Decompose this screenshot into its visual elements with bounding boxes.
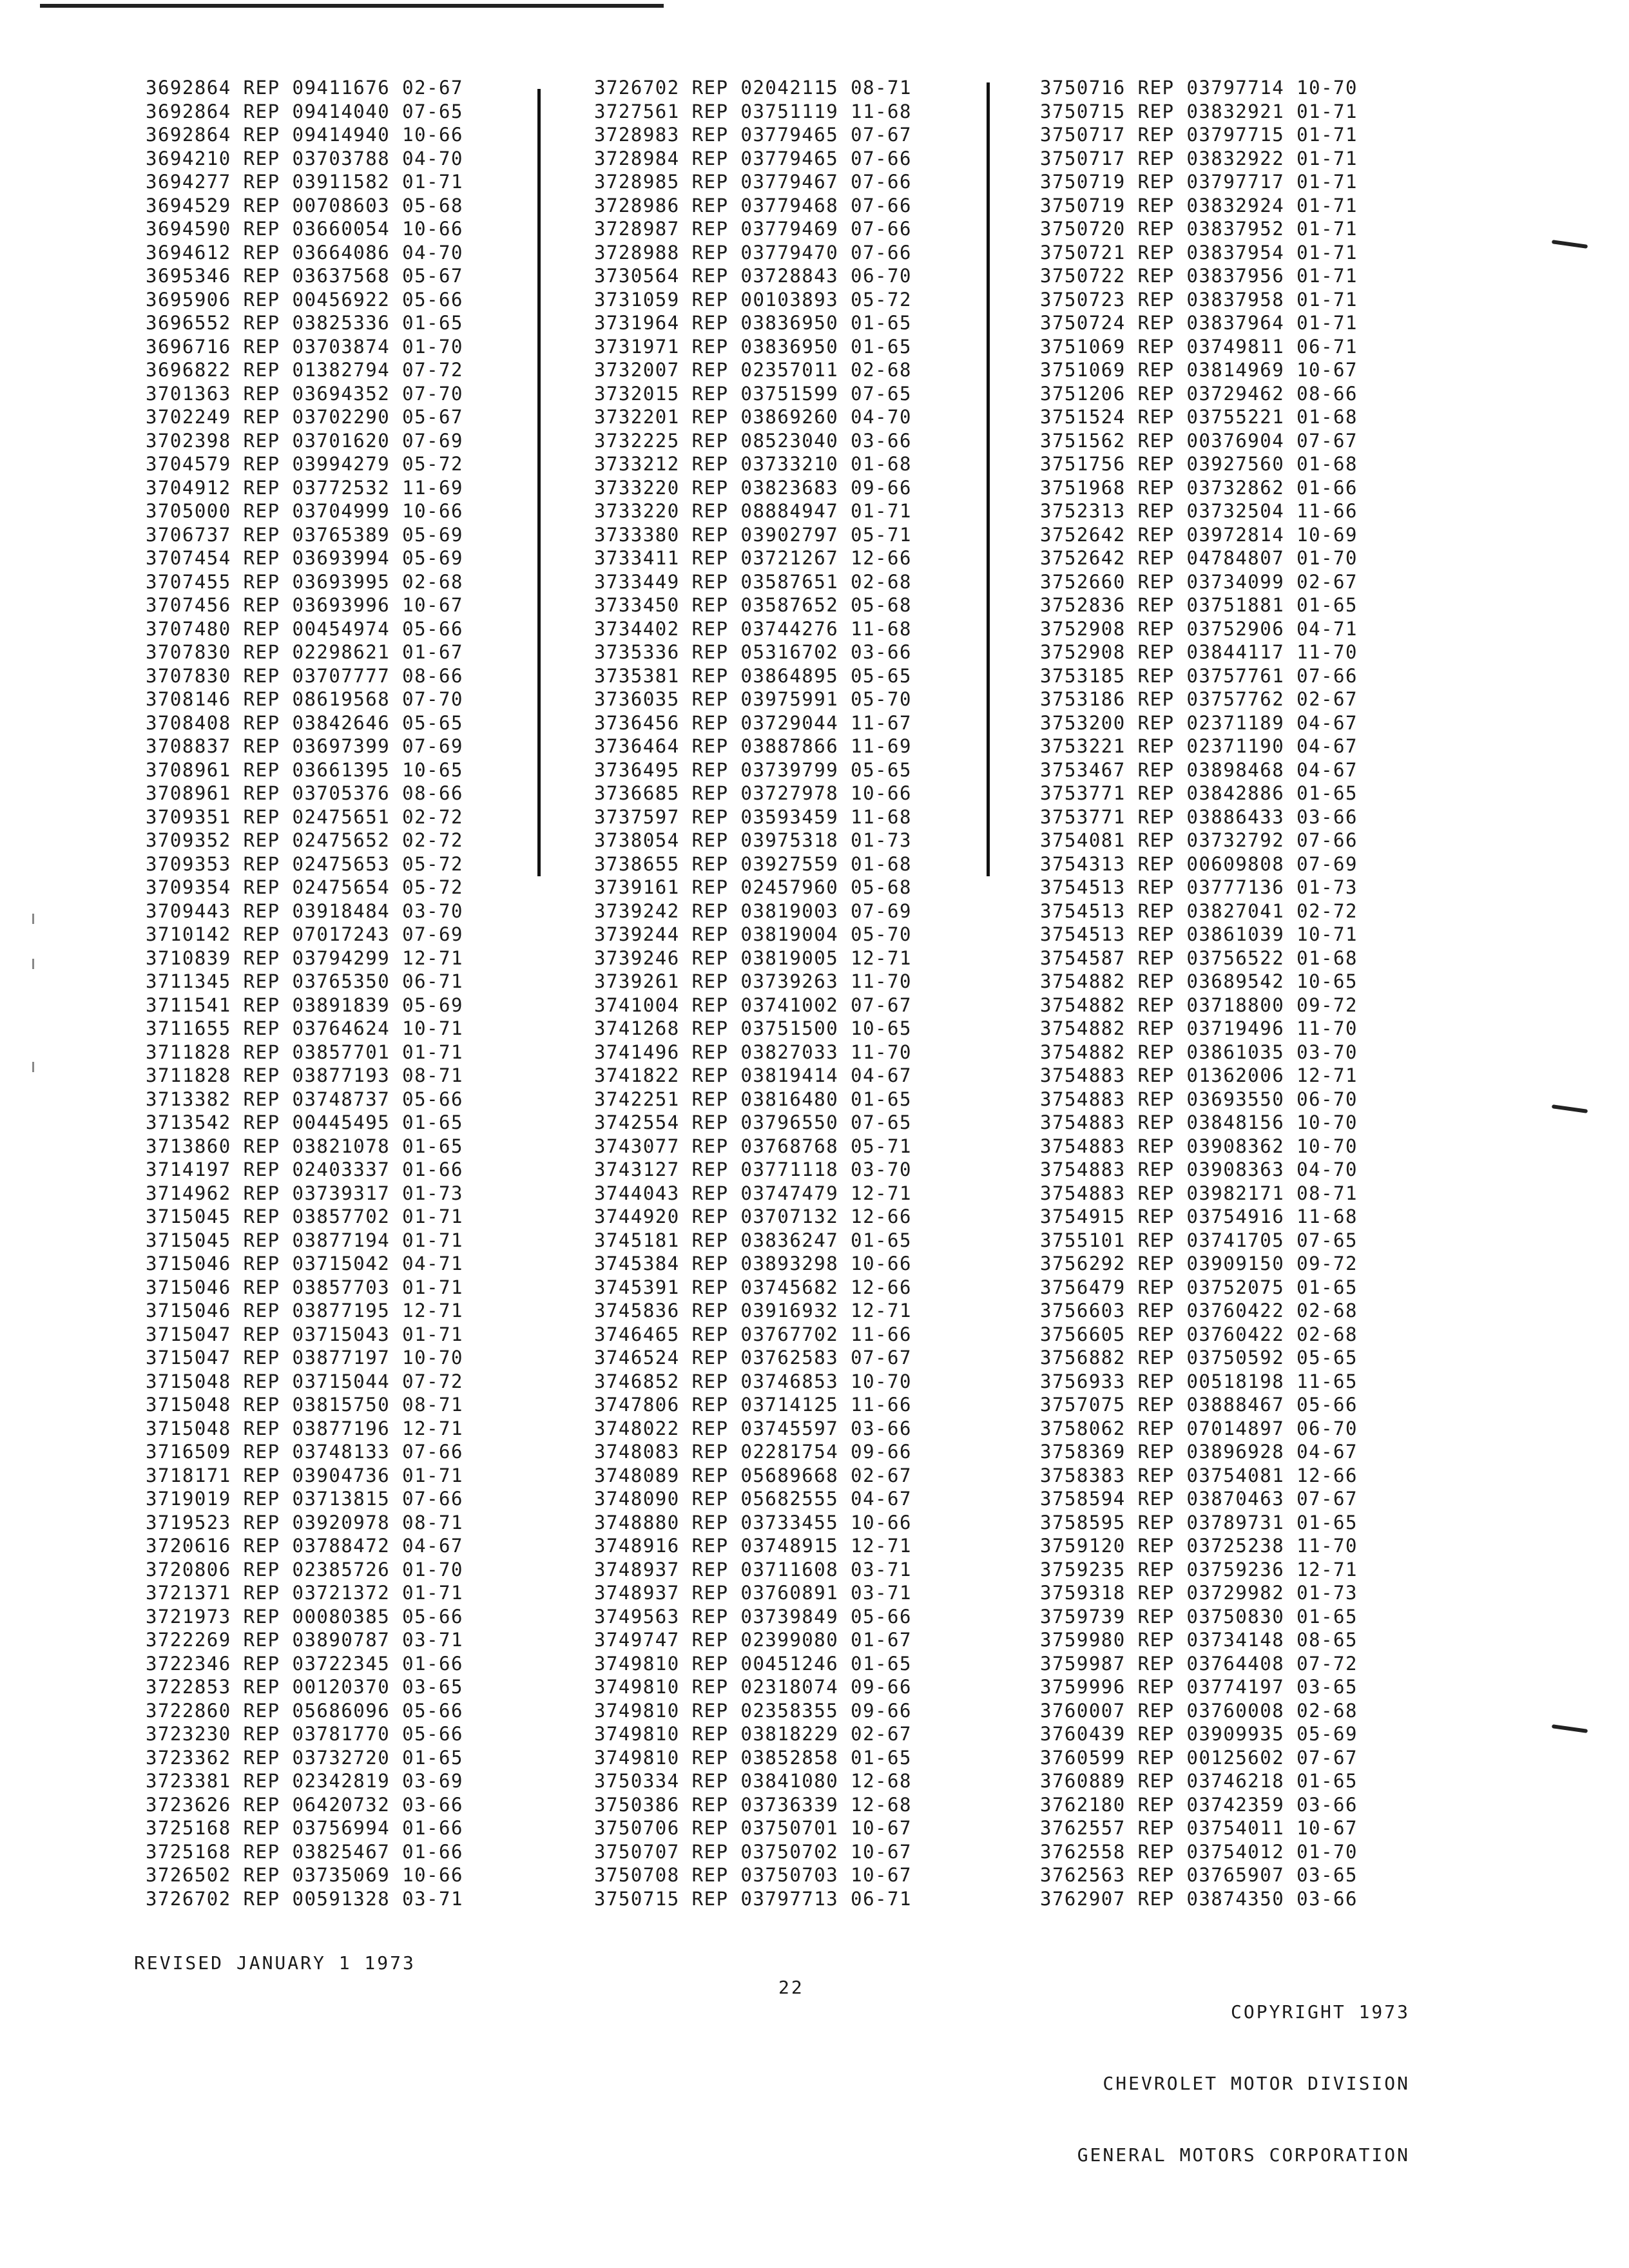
part-entry: 3750719 REP 03797717 01-71 — [1040, 171, 1358, 193]
part-entry: 3750708 REP 03750703 10-67 — [594, 1864, 912, 1886]
part-entry: 3733449 REP 03587651 02-68 — [594, 570, 912, 593]
part-entry: 3694210 REP 03703788 04-70 — [146, 147, 463, 169]
part-entry: 3707456 REP 03693996 10-67 — [146, 594, 463, 616]
part-entry: 3756292 REP 03909150 09-72 — [1040, 1253, 1358, 1274]
part-entry: 3745181 REP 03836247 01-65 — [594, 1229, 912, 1251]
part-entry: 3762563 REP 03765907 03-65 — [1040, 1864, 1358, 1886]
part-entry: 3714962 REP 03739317 01-73 — [146, 1182, 463, 1204]
part-entry: 3754513 REP 03861039 10-71 — [1040, 923, 1358, 945]
part-entry: 3760439 REP 03909935 05-69 — [1040, 1723, 1358, 1745]
part-entry: 3754587 REP 03756522 01-68 — [1040, 947, 1358, 969]
part-entry: 3750715 REP 03797713 06-71 — [594, 1887, 912, 1910]
part-entry: 3746465 REP 03767702 11-66 — [594, 1323, 912, 1345]
part-entry: 3745384 REP 03893298 10-66 — [594, 1253, 912, 1274]
part-entry: 3748083 REP 02281754 09-66 — [594, 1441, 912, 1463]
part-entry: 3711828 REP 03857701 01-71 — [146, 1041, 463, 1063]
part-entry: 3723362 REP 03732720 01-65 — [146, 1746, 463, 1769]
part-entry: 3735336 REP 05316702 03-66 — [594, 641, 912, 663]
part-entry: 3753467 REP 03898468 04-67 — [1040, 758, 1358, 781]
part-entry: 3758383 REP 03754081 12-66 — [1040, 1464, 1358, 1486]
part-entry: 3715047 REP 03877197 10-70 — [146, 1347, 463, 1369]
part-entry: 3750715 REP 03832921 01-71 — [1040, 100, 1358, 122]
part-entry: 3744920 REP 03707132 12-66 — [594, 1206, 912, 1227]
part-entry: 3744043 REP 03747479 12-71 — [594, 1182, 912, 1204]
part-entry: 3757075 REP 03888467 05-66 — [1040, 1394, 1358, 1416]
part-entry: 3722853 REP 00120370 03-65 — [146, 1676, 463, 1698]
part-entry: 3723381 REP 02342819 03-69 — [146, 1770, 463, 1792]
part-entry: 3733220 REP 03823683 09-66 — [594, 476, 912, 499]
part-entry: 3731059 REP 00103893 05-72 — [594, 288, 912, 311]
part-entry: 3754915 REP 03754916 11-68 — [1040, 1206, 1358, 1227]
part-entry: 3754883 REP 03848156 10-70 — [1040, 1111, 1358, 1133]
part-entry: 3749810 REP 00451246 01-65 — [594, 1652, 912, 1675]
part-entry: 3695346 REP 03637568 05-67 — [146, 265, 463, 287]
part-entry: 3692864 REP 09411676 02-67 — [146, 77, 463, 99]
part-entry: 3758595 REP 03789731 01-65 — [1040, 1511, 1358, 1533]
part-entry: 3759318 REP 03729982 01-73 — [1040, 1582, 1358, 1604]
part-entry: 3709353 REP 02475653 05-72 — [146, 852, 463, 875]
part-entry: 3751069 REP 03749811 06-71 — [1040, 335, 1358, 358]
part-entry: 3741004 REP 03741002 07-67 — [594, 994, 912, 1016]
part-entry: 3750334 REP 03841080 12-68 — [594, 1770, 912, 1792]
part-entry: 3758369 REP 03896928 04-67 — [1040, 1441, 1358, 1463]
part-entry: 3754882 REP 03719496 11-70 — [1040, 1017, 1358, 1039]
part-entry: 3702398 REP 03701620 07-69 — [146, 429, 463, 452]
part-entry: 3705000 REP 03704999 10-66 — [146, 500, 463, 522]
part-entry: 3753771 REP 03842886 01-65 — [1040, 782, 1358, 804]
part-entry: 3749810 REP 03852858 01-65 — [594, 1746, 912, 1769]
part-entry: 3742554 REP 03796550 07-65 — [594, 1111, 912, 1133]
part-entry: 3727561 REP 03751119 11-68 — [594, 100, 912, 122]
part-entry: 3694612 REP 03664086 04-70 — [146, 241, 463, 264]
part-entry: 3754883 REP 01362006 12-71 — [1040, 1064, 1358, 1086]
part-entry: 3748090 REP 05682555 04-67 — [594, 1488, 912, 1510]
part-entry: 3708961 REP 03661395 10-65 — [146, 758, 463, 781]
part-entry: 3756933 REP 00518198 11-65 — [1040, 1370, 1358, 1392]
part-entry: 3694590 REP 03660054 10-66 — [146, 218, 463, 240]
part-entry: 3723626 REP 06420732 03-66 — [146, 1793, 463, 1816]
part-entry: 3745391 REP 03745682 12-66 — [594, 1276, 912, 1298]
part-entry: 3752313 REP 03732504 11-66 — [1040, 500, 1358, 522]
part-entry: 3748880 REP 03733455 10-66 — [594, 1511, 912, 1533]
part-entry: 3762557 REP 03754011 10-67 — [1040, 1817, 1358, 1839]
part-entry: 3735381 REP 03864895 05-65 — [594, 664, 912, 687]
column-1 — [146, 76, 463, 1910]
part-entry: 3753221 REP 02371190 04-67 — [1040, 735, 1358, 757]
margin-mark — [1552, 240, 1588, 249]
part-entry: 3754882 REP 03718800 09-72 — [1040, 994, 1358, 1016]
part-entry: 3762558 REP 03754012 01-70 — [1040, 1840, 1358, 1863]
scan-speck — [32, 914, 34, 924]
part-entry: 3738655 REP 03927559 01-68 — [594, 852, 912, 875]
part-entry: 3752908 REP 03844117 11-70 — [1040, 641, 1358, 663]
part-entry: 3736464 REP 03887866 11-69 — [594, 735, 912, 757]
division-line: CHEVROLET MOTOR DIVISION — [1103, 2073, 1410, 2094]
part-entry: 3753186 REP 03757762 02-67 — [1040, 688, 1358, 710]
part-entry: 3750717 REP 03797715 01-71 — [1040, 124, 1358, 146]
part-entry: 3732225 REP 08523040 03-66 — [594, 429, 912, 452]
part-entry: 3715046 REP 03877195 12-71 — [146, 1300, 463, 1321]
page-number: 22 — [778, 1977, 804, 1998]
part-entry: 3750717 REP 03832922 01-71 — [1040, 147, 1358, 169]
part-entry: 3695906 REP 00456922 05-66 — [146, 288, 463, 311]
part-entry: 3722269 REP 03890787 03-71 — [146, 1629, 463, 1651]
part-entry: 3696822 REP 01382794 07-72 — [146, 359, 463, 381]
part-entry: 3759987 REP 03764408 07-72 — [1040, 1652, 1358, 1675]
part-entry: 3725168 REP 03756994 01-66 — [146, 1817, 463, 1839]
part-entry: 3750706 REP 03750701 10-67 — [594, 1817, 912, 1839]
part-entry: 3751206 REP 03729462 08-66 — [1040, 382, 1358, 405]
part-entry: 3726702 REP 00591328 03-71 — [146, 1887, 463, 1910]
part-entry: 3751069 REP 03814969 10-67 — [1040, 359, 1358, 381]
part-entry: 3741268 REP 03751500 10-65 — [594, 1017, 912, 1039]
part-entry: 3707454 REP 03693994 05-69 — [146, 547, 463, 569]
part-entry: 3758062 REP 07014897 06-70 — [1040, 1417, 1358, 1439]
part-entry: 3750724 REP 03837964 01-71 — [1040, 312, 1358, 334]
part-entry: 3754081 REP 03732792 07-66 — [1040, 829, 1358, 851]
part-entry: 3709351 REP 02475651 02-72 — [146, 805, 463, 828]
part-entry: 3710839 REP 03794299 12-71 — [146, 947, 463, 969]
part-entry: 3747806 REP 03714125 11-66 — [594, 1394, 912, 1416]
part-entry: 3733380 REP 03902797 05-71 — [594, 523, 912, 546]
part-entry: 3751756 REP 03927560 01-68 — [1040, 453, 1358, 475]
part-entry: 3741822 REP 03819414 04-67 — [594, 1064, 912, 1086]
part-entry: 3753185 REP 03757761 07-66 — [1040, 664, 1358, 687]
part-entry: 3754313 REP 00609808 07-69 — [1040, 852, 1358, 875]
part-entry: 3707830 REP 03707777 08-66 — [146, 664, 463, 687]
part-entry: 3704912 REP 03772532 11-69 — [146, 476, 463, 499]
column-divider-1 — [537, 89, 541, 876]
part-entry: 3751562 REP 00376904 07-67 — [1040, 429, 1358, 452]
part-entry: 3759980 REP 03734148 08-65 — [1040, 1629, 1358, 1651]
corporation-line: GENERAL MOTORS CORPORATION — [1077, 2144, 1410, 2166]
part-entry: 3750721 REP 03837954 01-71 — [1040, 241, 1358, 264]
part-entry: 3743077 REP 03768768 05-71 — [594, 1135, 912, 1157]
part-entry: 3733450 REP 03587652 05-68 — [594, 594, 912, 616]
part-entry: 3720806 REP 02385726 01-70 — [146, 1558, 463, 1581]
part-entry: 3701363 REP 03694352 07-70 — [146, 382, 463, 405]
part-entry: 3739261 REP 03739263 11-70 — [594, 970, 912, 992]
part-entry: 3759739 REP 03750830 01-65 — [1040, 1605, 1358, 1628]
part-entry: 3762180 REP 03742359 03-66 — [1040, 1793, 1358, 1816]
part-entry: 3756605 REP 03760422 02-68 — [1040, 1323, 1358, 1345]
part-entry: 3721973 REP 00080385 05-66 — [146, 1605, 463, 1628]
part-entry: 3750720 REP 03837952 01-71 — [1040, 218, 1358, 240]
part-entry: 3713542 REP 00445495 01-65 — [146, 1111, 463, 1133]
part-entry: 3746852 REP 03746853 10-70 — [594, 1370, 912, 1392]
part-entry: 3728984 REP 03779465 07-66 — [594, 147, 912, 169]
part-entry: 3749810 REP 02358355 09-66 — [594, 1699, 912, 1722]
part-entry: 3728986 REP 03779468 07-66 — [594, 194, 912, 216]
part-entry: 3760007 REP 03760008 02-68 — [1040, 1699, 1358, 1722]
copyright-line: COPYRIGHT 1973 — [1230, 2001, 1410, 2023]
part-entry: 3692864 REP 09414940 10-66 — [146, 124, 463, 146]
part-entry: 3736456 REP 03729044 11-67 — [594, 711, 912, 734]
part-entry: 3750722 REP 03837956 01-71 — [1040, 265, 1358, 287]
part-entry: 3752908 REP 03752906 04-71 — [1040, 617, 1358, 640]
part-entry: 3709354 REP 02475654 05-72 — [146, 876, 463, 898]
part-entry: 3752660 REP 03734099 02-67 — [1040, 570, 1358, 593]
part-entry: 3709352 REP 02475652 02-72 — [146, 829, 463, 851]
part-entry: 3716509 REP 03748133 07-66 — [146, 1441, 463, 1463]
part-entry: 3756479 REP 03752075 01-65 — [1040, 1276, 1358, 1298]
part-entry: 3739161 REP 02457960 05-68 — [594, 876, 912, 898]
part-entry: 3696552 REP 03825336 01-65 — [146, 312, 463, 334]
part-entry: 3708837 REP 03697399 07-69 — [146, 735, 463, 757]
part-entry: 3746524 REP 03762583 07-67 — [594, 1347, 912, 1369]
part-entry: 3753771 REP 03886433 03-66 — [1040, 805, 1358, 828]
part-entry: 3723230 REP 03781770 05-66 — [146, 1723, 463, 1745]
part-entry: 3748916 REP 03748915 12-71 — [594, 1535, 912, 1557]
part-entry: 3715046 REP 03857703 01-71 — [146, 1276, 463, 1298]
part-entry: 3762907 REP 03874350 03-66 — [1040, 1887, 1358, 1910]
part-entry: 3694529 REP 00708603 05-68 — [146, 194, 463, 216]
part-entry: 3738054 REP 03975318 01-73 — [594, 829, 912, 851]
top-rule — [40, 4, 664, 8]
part-entry: 3726702 REP 02042115 08-71 — [594, 77, 912, 99]
part-entry: 3728985 REP 03779467 07-66 — [594, 171, 912, 193]
part-entry: 3732015 REP 03751599 07-65 — [594, 382, 912, 405]
part-entry: 3752642 REP 03972814 10-69 — [1040, 523, 1358, 546]
part-entry: 3728987 REP 03779469 07-66 — [594, 218, 912, 240]
part-entry: 3711655 REP 03764624 10-71 — [146, 1017, 463, 1039]
part-entry: 3754882 REP 03861035 03-70 — [1040, 1041, 1358, 1063]
part-entry: 3736495 REP 03739799 05-65 — [594, 758, 912, 781]
part-entry: 3702249 REP 03702290 05-67 — [146, 406, 463, 428]
part-entry: 3748937 REP 03760891 03-71 — [594, 1582, 912, 1604]
part-entry: 3718171 REP 03904736 01-71 — [146, 1464, 463, 1486]
part-entry: 3745836 REP 03916932 12-71 — [594, 1300, 912, 1321]
part-entry: 3742251 REP 03816480 01-65 — [594, 1088, 912, 1110]
part-entry: 3756603 REP 03760422 02-68 — [1040, 1300, 1358, 1321]
part-entry: 3709443 REP 03918484 03-70 — [146, 899, 463, 922]
part-entry: 3692864 REP 09414040 07-65 — [146, 100, 463, 122]
part-entry: 3733220 REP 08884947 01-71 — [594, 500, 912, 522]
part-entry: 3715045 REP 03877194 01-71 — [146, 1229, 463, 1251]
part-entry: 3713382 REP 03748737 05-66 — [146, 1088, 463, 1110]
part-entry: 3750719 REP 03832924 01-71 — [1040, 194, 1358, 216]
part-entry: 3715048 REP 03815750 08-71 — [146, 1394, 463, 1416]
part-entry: 3737597 REP 03593459 11-68 — [594, 805, 912, 828]
copyright-block — [1077, 1952, 1410, 2191]
part-entry: 3759235 REP 03759236 12-71 — [1040, 1558, 1358, 1581]
part-entry: 3715047 REP 03715043 01-71 — [146, 1323, 463, 1345]
part-entry: 3733212 REP 03733210 01-68 — [594, 453, 912, 475]
part-entry: 3750716 REP 03797714 10-70 — [1040, 77, 1358, 99]
part-entry: 3731971 REP 03836950 01-65 — [594, 335, 912, 358]
part-entry: 3748022 REP 03745597 03-66 — [594, 1417, 912, 1439]
part-entry: 3754882 REP 03689542 10-65 — [1040, 970, 1358, 992]
column-2 — [594, 76, 912, 1910]
part-entry: 3754883 REP 03908363 04-70 — [1040, 1158, 1358, 1180]
part-entry: 3707480 REP 00454974 05-66 — [146, 617, 463, 640]
part-entry: 3720616 REP 03788472 04-67 — [146, 1535, 463, 1557]
part-entry: 3754883 REP 03982171 08-71 — [1040, 1182, 1358, 1204]
part-entry: 3753200 REP 02371189 04-67 — [1040, 711, 1358, 734]
part-entry: 3734402 REP 03744276 11-68 — [594, 617, 912, 640]
part-entry: 3715045 REP 03857702 01-71 — [146, 1206, 463, 1227]
part-entry: 3721371 REP 03721372 01-71 — [146, 1582, 463, 1604]
part-entry: 3725168 REP 03825467 01-66 — [146, 1840, 463, 1863]
part-entry: 3715046 REP 03715042 04-71 — [146, 1253, 463, 1274]
part-entry: 3739246 REP 03819005 12-71 — [594, 947, 912, 969]
part-entry: 3715048 REP 03715044 07-72 — [146, 1370, 463, 1392]
part-entry: 3722346 REP 03722345 01-66 — [146, 1652, 463, 1675]
part-entry: 3708146 REP 08619568 07-70 — [146, 688, 463, 710]
part-entry: 3739244 REP 03819004 05-70 — [594, 923, 912, 945]
part-entry: 3713860 REP 03821078 01-65 — [146, 1135, 463, 1157]
part-entry: 3736685 REP 03727978 10-66 — [594, 782, 912, 804]
part-entry: 3749810 REP 02318074 09-66 — [594, 1676, 912, 1698]
part-entry: 3760889 REP 03746218 01-65 — [1040, 1770, 1358, 1792]
part-entry: 3704579 REP 03994279 05-72 — [146, 453, 463, 475]
part-entry: 3750386 REP 03736339 12-68 — [594, 1793, 912, 1816]
part-entry: 3754513 REP 03777136 01-73 — [1040, 876, 1358, 898]
part-entry: 3733411 REP 03721267 12-66 — [594, 547, 912, 569]
part-entry: 3708408 REP 03842646 05-65 — [146, 711, 463, 734]
part-entry: 3706737 REP 03765389 05-69 — [146, 523, 463, 546]
part-entry: 3754883 REP 03908362 10-70 — [1040, 1135, 1358, 1157]
part-entry: 3748089 REP 05689668 02-67 — [594, 1464, 912, 1486]
part-entry: 3750707 REP 03750702 10-67 — [594, 1840, 912, 1863]
part-entry: 3736035 REP 03975991 05-70 — [594, 688, 912, 710]
part-entry: 3752642 REP 04784807 01-70 — [1040, 547, 1358, 569]
part-entry: 3752836 REP 03751881 01-65 — [1040, 594, 1358, 616]
part-entry: 3694277 REP 03911582 01-71 — [146, 171, 463, 193]
part-entry: 3732007 REP 02357011 02-68 — [594, 359, 912, 381]
part-entry: 3707455 REP 03693995 02-68 — [146, 570, 463, 593]
part-entry: 3732201 REP 03869260 04-70 — [594, 406, 912, 428]
part-entry: 3722860 REP 05686096 05-66 — [146, 1699, 463, 1722]
revision-note: REVISED JANUARY 1 1973 — [134, 1952, 416, 1974]
scan-speck — [32, 1062, 34, 1072]
part-entry: 3731964 REP 03836950 01-65 — [594, 312, 912, 334]
part-entry: 3759996 REP 03774197 03-65 — [1040, 1676, 1358, 1698]
part-entry: 3719019 REP 03713815 07-66 — [146, 1488, 463, 1510]
part-entry: 3758594 REP 03870463 07-67 — [1040, 1488, 1358, 1510]
part-entry: 3751524 REP 03755221 01-68 — [1040, 406, 1358, 428]
part-entry: 3711541 REP 03891839 05-69 — [146, 994, 463, 1016]
column-3 — [1040, 76, 1358, 1910]
part-entry: 3754513 REP 03827041 02-72 — [1040, 899, 1358, 922]
part-entry: 3743127 REP 03771118 03-70 — [594, 1158, 912, 1180]
part-entry: 3750723 REP 03837958 01-71 — [1040, 288, 1358, 311]
part-entry: 3730564 REP 03728843 06-70 — [594, 265, 912, 287]
part-entry: 3714197 REP 02403337 01-66 — [146, 1158, 463, 1180]
part-entry: 3728988 REP 03779470 07-66 — [594, 241, 912, 264]
part-entry: 3751968 REP 03732862 01-66 — [1040, 476, 1358, 499]
part-entry: 3711345 REP 03765350 06-71 — [146, 970, 463, 992]
part-entry: 3749747 REP 02399080 01-67 — [594, 1629, 912, 1651]
part-entry: 3741496 REP 03827033 11-70 — [594, 1041, 912, 1063]
part-entry: 3708961 REP 03705376 08-66 — [146, 782, 463, 804]
margin-mark — [1552, 1104, 1588, 1113]
part-entry: 3715048 REP 03877196 12-71 — [146, 1417, 463, 1439]
part-entry: 3755101 REP 03741705 07-65 — [1040, 1229, 1358, 1251]
part-entry: 3760599 REP 00125602 07-67 — [1040, 1746, 1358, 1769]
part-entry: 3719523 REP 03920978 08-71 — [146, 1511, 463, 1533]
part-entry: 3710142 REP 07017243 07-69 — [146, 923, 463, 945]
column-divider-2 — [987, 82, 990, 876]
part-entry: 3756882 REP 03750592 05-65 — [1040, 1347, 1358, 1369]
part-entry: 3749810 REP 03818229 02-67 — [594, 1723, 912, 1745]
margin-mark — [1552, 1724, 1588, 1733]
part-entry: 3748937 REP 03711608 03-71 — [594, 1558, 912, 1581]
part-entry: 3728983 REP 03779465 07-67 — [594, 124, 912, 146]
part-entry: 3759120 REP 03725238 11-70 — [1040, 1535, 1358, 1557]
part-entry: 3696716 REP 03703874 01-70 — [146, 335, 463, 358]
part-entry: 3754883 REP 03693550 06-70 — [1040, 1088, 1358, 1110]
scan-speck — [32, 959, 34, 969]
part-entry: 3749563 REP 03739849 05-66 — [594, 1605, 912, 1628]
part-entry: 3739242 REP 03819003 07-69 — [594, 899, 912, 922]
part-entry: 3707830 REP 02298621 01-67 — [146, 641, 463, 663]
part-entry: 3726502 REP 03735069 10-66 — [146, 1864, 463, 1886]
part-entry: 3711828 REP 03877193 08-71 — [146, 1064, 463, 1086]
